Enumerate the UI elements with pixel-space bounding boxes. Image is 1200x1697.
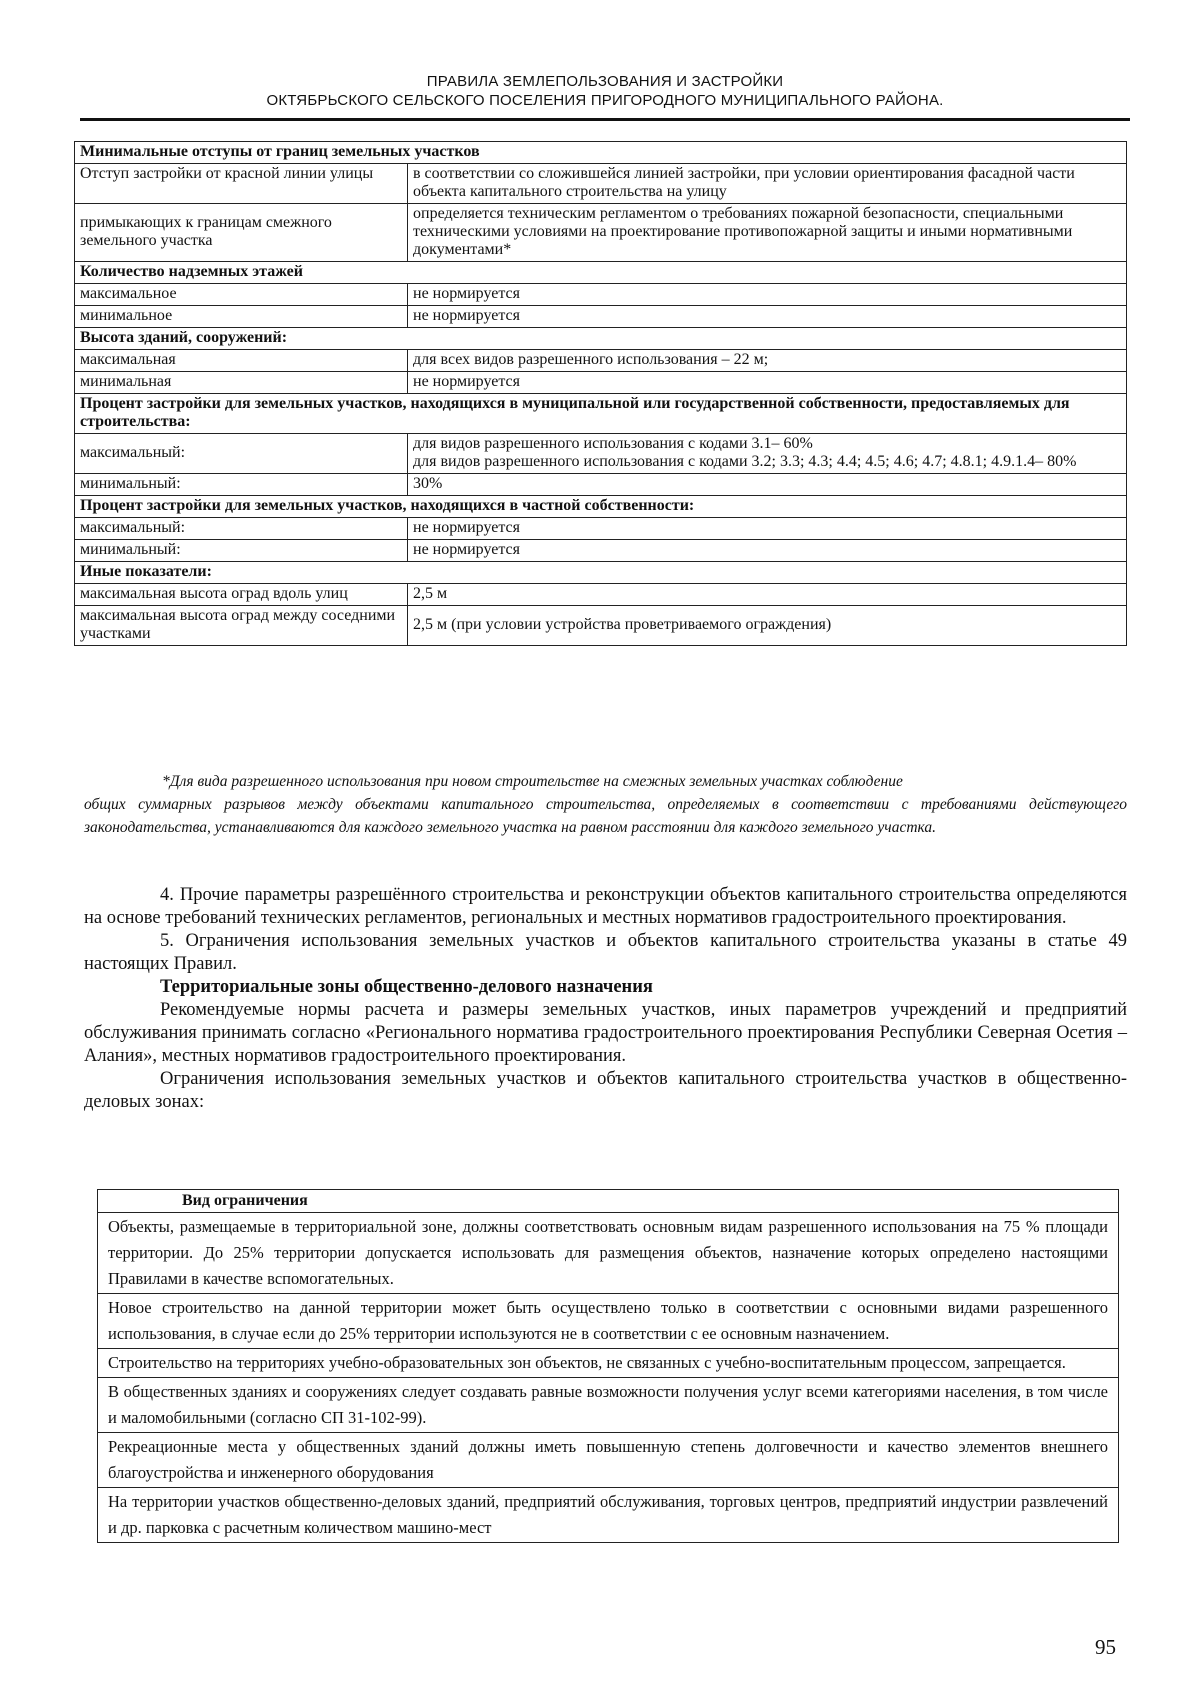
section-height: Высота зданий, сооружений:: [75, 328, 1127, 350]
section-heading: Территориальные зоны общественно-делового назначения: [160, 977, 653, 997]
section-coverage-public: Процент застройки для земельных участков, находящихся в муниципальной или государственной собственности, предоставляемых для строительства:: [75, 394, 1127, 434]
row-label: минимальный:: [75, 540, 408, 562]
table-row: [75, 606, 1127, 646]
row-label: минимальное: [75, 306, 408, 328]
row-label: примыкающих к границам смежного земельного участка: [75, 204, 408, 262]
footnote-rest: общих суммарных разрывов между объектами капитального строительства, определяемых в соответствии с требованиями действующего законодательства, устанавливаются для каждого земельного участка на равном расстоянии для каждого земельного участка.: [84, 796, 1127, 836]
table-row: [75, 540, 1127, 562]
row-label: максимальный:: [75, 518, 408, 540]
row-label: минимальный:: [75, 474, 408, 496]
row-value: для всех видов разрешенного использования – 22 м;: [408, 350, 1127, 372]
section-coverage-private: Процент застройки для земельных участков, находящихся в частной собственности:: [75, 496, 1127, 518]
row-value: не нормируется: [408, 306, 1127, 328]
footnote-first-line: *Для вида разрешенного использования при новом строительстве на смежных земельных участках соблюдение: [162, 773, 903, 790]
table-row: [75, 474, 1127, 496]
table-row: [75, 518, 1127, 540]
row-label: максимальная: [75, 350, 408, 372]
header-line-1: ПРАВИЛА ЗЕМЛЕПОЛЬЗОВАНИЯ И ЗАСТРОЙКИ: [426, 73, 784, 90]
row-value: не нормируется: [408, 540, 1127, 562]
running-header: [80, 72, 1130, 110]
paragraph-5: 5. Ограничения использования земельных участков и объектов капитального строительства указаны в статье 49 настоящих Правил.: [84, 931, 1127, 974]
restrictions-table: [97, 1189, 1119, 1543]
row-label: минимальная: [75, 372, 408, 394]
table-row: [98, 1294, 1119, 1349]
restriction-cell: Рекреационные места у общественных зданий должны иметь повышенную степень долговечности и качество элементов внешнего благоустройства и инженерного оборудования: [98, 1433, 1119, 1488]
row-label: максимальный:: [75, 434, 408, 474]
row-value: 30%: [408, 474, 1127, 496]
table-row: [75, 350, 1127, 372]
restriction-cell: Объекты, размещаемые в территориальной зоне, должны соответствовать основным видам разрешенного использования на 75 % площади территории. До 25% территории допускается использовать для размещения объектов, назначение которых определено настоящими Правилами в качестве вспомогательных.: [98, 1213, 1119, 1294]
row-value: не нормируется: [408, 372, 1127, 394]
parameters-table: [74, 141, 1127, 646]
value-line: для видов разрешенного использования с кодами 3.1– 60%: [413, 435, 813, 452]
restriction-cell: В общественных зданиях и сооружениях следует создавать равные возможности получения услуг всеми категориями населения, в том числе и маломобильными (согласно СП 31-102-99).: [98, 1378, 1119, 1433]
restriction-cell: На территории участков общественно-деловых зданий, предприятий обслуживания, торговых центров, предприятий индустрии развлечений и др. парковка с расчетным количеством машино-мест: [98, 1488, 1119, 1543]
row-label: Отступ застройки от красной линии улицы: [75, 164, 408, 204]
value-line: для видов разрешенного использования с кодами 3.2; 3.3; 4.3; 4.4; 4.5; 4.6; 4.7; 4.8.1; 4.9.1.4– 80%: [413, 453, 1077, 470]
restriction-cell: Новое строительство на данной территории может быть осуществлено только в соответствии с основными видами разрешенного использования, в случае если до 25% территории используются не в соответствии с ее основным назначением.: [98, 1294, 1119, 1349]
section-setbacks: Минимальные отступы от границ земельных участков: [75, 142, 1127, 164]
table-row: [98, 1488, 1119, 1543]
row-value: [408, 434, 1127, 474]
restriction-cell: Строительство на территориях учебно-образовательных зон объектов, не связанных с учебно-воспитательным процессом, запрещается.: [98, 1349, 1119, 1378]
row-label: максимальная высота оград вдоль улиц: [75, 584, 408, 606]
table-row: [75, 164, 1127, 204]
table-row: [75, 204, 1127, 262]
paragraph-restrictions-intro: Ограничения использования земельных участков и объектов капитального строительства участков в общественно-деловых зонах:: [84, 1069, 1127, 1112]
row-value: 2,5 м (при условии устройства проветриваемого ограждения): [408, 606, 1127, 646]
row-label: максимальное: [75, 284, 408, 306]
row-value: определяется техническим регламентом о требованиях пожарной безопасности, специальными техническими условиями на проектирование противопожарной защиты и иными нормативными документами*: [408, 204, 1127, 262]
table-row: [98, 1433, 1119, 1488]
page-number: 95: [1095, 1635, 1116, 1659]
section-other: Иные показатели:: [75, 562, 1127, 584]
footnote: [84, 770, 1127, 839]
table-row: [75, 306, 1127, 328]
table-row: [98, 1378, 1119, 1433]
table-row: [98, 1349, 1119, 1378]
paragraph-4: 4. Прочие параметры разрешённого строительства и реконструкции объектов капитального строительства определяются на основе требований технических регламентов, региональных и местных нормативов градостроительного проектирования.: [84, 885, 1127, 928]
row-value: 2,5 м: [408, 584, 1127, 606]
table-row: [98, 1213, 1119, 1294]
table-row: [75, 372, 1127, 394]
row-value: в соответствии со сложившейся линией застройки, при условии ориентирования фасадной части объекта капитального строительства на улицу: [408, 164, 1127, 204]
table-row: [75, 284, 1127, 306]
row-label: максимальная высота оград между соседними участками: [75, 606, 408, 646]
body-text: [84, 884, 1127, 1114]
row-value: не нормируется: [408, 284, 1127, 306]
section-floors: Количество надземных этажей: [75, 262, 1127, 284]
header-line-2: ОКТЯБРЬСКОГО СЕЛЬСКОГО ПОСЕЛЕНИЯ ПРИГОРОДНОГО МУНИЦИПАЛЬНОГО РАЙОНА.: [266, 92, 944, 109]
table-row: [75, 434, 1127, 474]
row-value: не нормируется: [408, 518, 1127, 540]
header-rule: [80, 118, 1130, 121]
paragraph-norms: Рекомендуемые нормы расчета и размеры земельных участков, иных параметров учреждений и предприятий обслуживания принимать согласно «Регионального норматива градостроительного проектирования Республики Северная Осетия – Алания», местных нормативов градостроительного проектирования.: [84, 1000, 1127, 1066]
restrictions-header: Вид ограничения: [98, 1190, 1119, 1213]
table-row: [75, 584, 1127, 606]
